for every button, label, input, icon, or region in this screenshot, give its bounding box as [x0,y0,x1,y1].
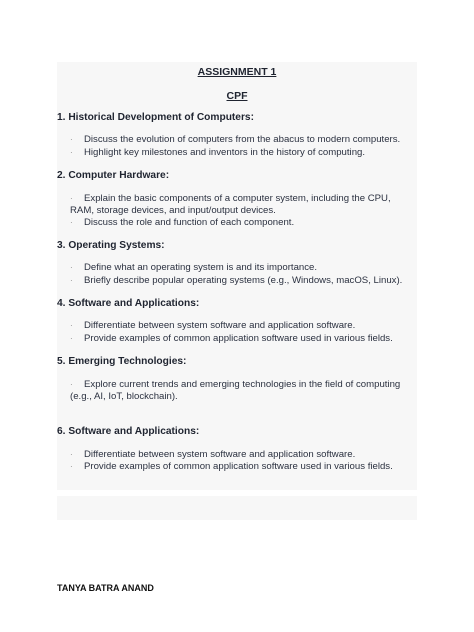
document-title: ASSIGNMENT 1 [197,66,277,78]
list-item [70,275,415,288]
bullet-icon: · [70,276,73,285]
section-heading-5: 5. Emerging Technologies: [57,356,187,367]
list-item [70,262,415,275]
bullet-icon: · [70,148,73,157]
list-item-continuation [70,391,415,404]
bullet-icon: · [70,450,73,459]
bullet-icon: · [70,380,73,389]
empty-block [57,496,417,520]
item-text: Discuss the role and function of each component. [84,217,295,228]
list-item [70,193,415,206]
section-heading-2: 2. Computer Hardware: [57,170,170,181]
item-text: Differentiate between system software and application software. [84,449,356,460]
item-text: Explain the basic components of a computer system, including the CPU, [84,193,391,204]
list-item-continuation [70,205,415,218]
section-heading-4: 4. Software and Applications: [57,298,200,309]
item-text: Highlight key milestones and inventors in the history of computing. [84,147,366,158]
item-text-continuation: RAM, storage devices, and input/output devices. [70,205,276,216]
list-item [70,147,415,160]
list-item [70,449,415,462]
document-subtitle: CPF [226,90,248,102]
list-item [70,461,415,474]
item-text-continuation: (e.g., AI, IoT, blockchain). [70,391,178,402]
author-name: TANYA BATRA ANAND [57,583,154,593]
list-item [70,320,415,333]
section-heading-3: 3. Operating Systems: [57,240,165,251]
bullet-icon: · [70,135,73,144]
item-text: Provide examples of common application software used in various fields. [84,461,393,472]
item-text: Define what an operating system is and its importance. [84,262,318,273]
item-text: Briefly describe popular operating systems (e.g., Windows, macOS, Linux). [84,275,403,286]
section-heading-6: 6. Software and Applications: [57,426,200,437]
bullet-icon: · [70,218,73,227]
bullet-icon: · [70,334,73,343]
list-item [70,333,415,346]
list-item [70,134,415,147]
item-text: Differentiate between system software and application software. [84,320,356,331]
bullet-icon: · [70,462,73,471]
section-heading-1: 1. Historical Development of Computers: [57,112,254,123]
bullet-icon: · [70,321,73,330]
item-text: Provide examples of common application software used in various fields. [84,333,393,344]
list-item [70,217,415,230]
item-text: Discuss the evolution of computers from the abacus to modern computers. [84,134,401,145]
bullet-icon: · [70,194,73,203]
item-text: Explore current trends and emerging technologies in the field of computing [84,379,401,390]
list-item [70,379,415,392]
bullet-icon: · [70,263,73,272]
